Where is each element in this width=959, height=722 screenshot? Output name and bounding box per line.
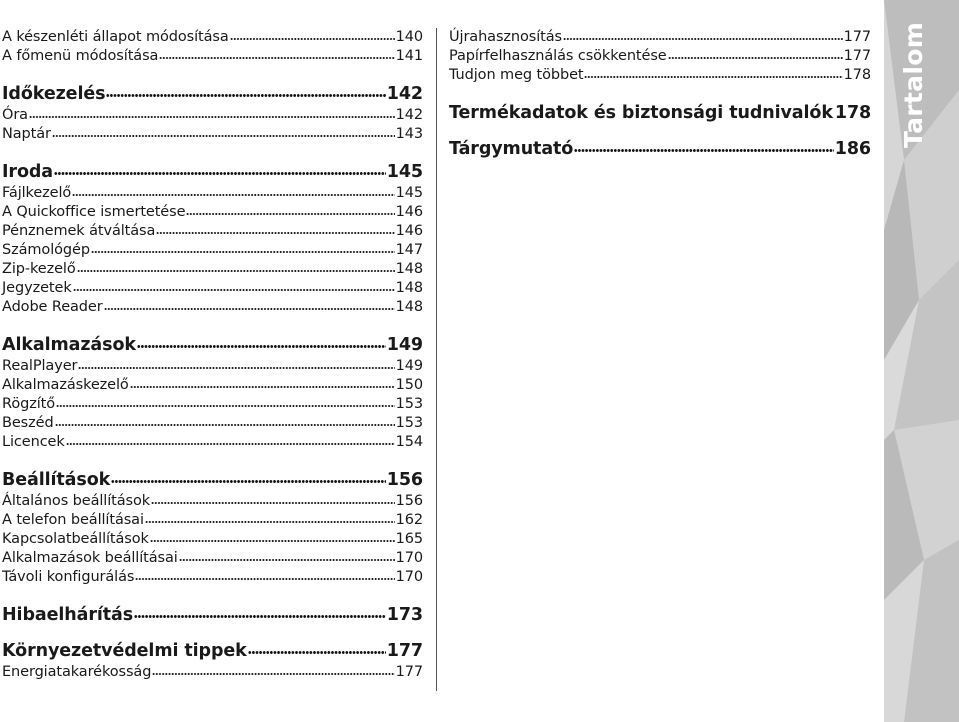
dot-leader bbox=[134, 615, 386, 618]
toc-entry-title: Adobe Reader bbox=[2, 299, 103, 315]
section-gap bbox=[2, 452, 423, 468]
toc-entry-page-number: 146 bbox=[395, 223, 423, 239]
dot-leader bbox=[56, 405, 395, 407]
section-gap bbox=[449, 85, 871, 101]
toc-entry-page-number: 149 bbox=[395, 358, 423, 374]
toc-entry-title: A főmenü módosítása bbox=[2, 48, 159, 64]
dot-leader bbox=[106, 94, 385, 97]
toc-entry-page-number: 162 bbox=[395, 512, 423, 528]
toc-entry-title: Alkalmazások bbox=[2, 335, 136, 355]
toc-entry[interactable] bbox=[2, 47, 423, 66]
toc-entry[interactable] bbox=[2, 492, 423, 511]
toc-entry-title: A Quickoffice ismertetése bbox=[2, 204, 186, 220]
toc-entry-title: Általános beállítások bbox=[2, 493, 151, 509]
toc-entry-page-number: 148 bbox=[395, 261, 423, 277]
toc-entry[interactable] bbox=[2, 376, 423, 395]
dot-leader bbox=[54, 172, 386, 175]
toc-entry-title: Távoli konfigurálás bbox=[2, 569, 135, 585]
toc-entry-title: Rögzítő bbox=[2, 396, 55, 412]
toc-entry[interactable] bbox=[2, 203, 423, 222]
toc-entry[interactable] bbox=[2, 279, 423, 298]
toc-entry-page-number: 140 bbox=[395, 29, 423, 45]
toc-entry[interactable] bbox=[2, 568, 423, 587]
toc-entry-page-number: 153 bbox=[395, 415, 423, 431]
section-gap bbox=[2, 627, 423, 639]
toc-section-heading[interactable] bbox=[2, 603, 423, 627]
dot-leader bbox=[130, 386, 395, 388]
dot-leader bbox=[150, 540, 395, 542]
toc-entry-title: Naptár bbox=[2, 126, 51, 142]
dot-leader bbox=[111, 480, 386, 483]
dot-leader bbox=[151, 502, 395, 504]
dot-leader bbox=[104, 308, 395, 310]
dot-leader bbox=[66, 443, 395, 445]
dot-leader bbox=[137, 345, 386, 348]
section-gap bbox=[2, 587, 423, 603]
toc-entry[interactable] bbox=[2, 260, 423, 279]
toc-entry-page-number: 177 bbox=[843, 48, 871, 64]
dot-leader bbox=[77, 270, 395, 272]
toc-section-heading[interactable] bbox=[2, 468, 423, 492]
section-gap bbox=[2, 144, 423, 160]
toc-section-heading[interactable] bbox=[2, 82, 423, 106]
toc-entry-title: Pénznemek átváltása bbox=[2, 223, 156, 239]
toc-entry-title: Beszéd bbox=[2, 415, 54, 431]
toc-entry-page-number: 148 bbox=[395, 280, 423, 296]
toc-entry[interactable] bbox=[2, 28, 423, 47]
toc-entry-page-number: 154 bbox=[395, 434, 423, 450]
toc-entry-page-number: 178 bbox=[843, 67, 871, 83]
toc-entry-title: Termékadatok és biztonsági tudnivalók bbox=[449, 103, 833, 123]
toc-entry-title: Energiatakarékosság bbox=[2, 664, 152, 680]
toc-entry-title: Kapcsolatbeállítások bbox=[2, 531, 149, 547]
dot-leader bbox=[230, 38, 395, 40]
toc-entry-page-number: 142 bbox=[386, 84, 423, 104]
toc-entry[interactable] bbox=[2, 125, 423, 144]
dot-leader bbox=[668, 57, 843, 59]
toc-entry[interactable] bbox=[2, 106, 423, 125]
toc-entry-page-number: 165 bbox=[395, 531, 423, 547]
toc-section-heading[interactable] bbox=[2, 639, 423, 663]
toc-entry-title: Alkalmazások beállításai bbox=[2, 550, 178, 566]
dot-leader bbox=[186, 213, 394, 215]
section-gap bbox=[449, 125, 871, 137]
toc-entry-title: Jegyzetek bbox=[2, 280, 72, 296]
dot-leader bbox=[55, 424, 395, 426]
dot-leader bbox=[563, 38, 843, 40]
toc-entry-page-number: 170 bbox=[395, 569, 423, 585]
toc-right-column bbox=[449, 28, 871, 161]
toc-entry-page-number: 148 bbox=[395, 299, 423, 315]
toc-entry-page-number: 156 bbox=[386, 470, 423, 490]
section-gap bbox=[2, 317, 423, 333]
toc-left-column bbox=[2, 28, 423, 682]
dot-leader bbox=[156, 232, 394, 234]
toc-entry-title: Környezetvédelmi tippek bbox=[2, 641, 247, 661]
dot-leader bbox=[72, 194, 394, 196]
dot-leader bbox=[135, 578, 394, 580]
section-gap bbox=[2, 66, 423, 82]
toc-entry-title: Licencek bbox=[2, 434, 65, 450]
toc-entry-page-number: 177 bbox=[843, 29, 871, 45]
dot-leader bbox=[159, 57, 394, 59]
toc-section-heading[interactable] bbox=[2, 333, 423, 357]
toc-entry[interactable] bbox=[2, 222, 423, 241]
toc-entry[interactable] bbox=[2, 298, 423, 317]
side-tab-label-wrap bbox=[889, 21, 929, 150]
toc-entry-title: Alkalmazáskezelő bbox=[2, 377, 129, 393]
toc-entry-page-number: 170 bbox=[395, 550, 423, 566]
toc-entry[interactable] bbox=[449, 47, 871, 66]
toc-entry-title: Számológép bbox=[2, 242, 90, 258]
toc-entry-page-number: 145 bbox=[395, 185, 423, 201]
toc-entry-page-number: 177 bbox=[386, 641, 423, 661]
toc-entry[interactable] bbox=[449, 28, 871, 47]
toc-entry-title: Újrahasznosítás bbox=[449, 29, 562, 45]
dot-leader bbox=[29, 116, 395, 118]
toc-entry-title: A készenléti állapot módosítása bbox=[2, 29, 229, 45]
side-tab-label: Tartalom bbox=[899, 21, 928, 148]
toc-entry-page-number: 141 bbox=[395, 48, 423, 64]
dot-leader bbox=[78, 367, 394, 369]
toc-entry-page-number: 186 bbox=[834, 139, 871, 159]
toc-entry-page-number: 146 bbox=[395, 204, 423, 220]
dot-leader bbox=[248, 651, 386, 654]
toc-entry-title: A telefon beállításai bbox=[2, 512, 144, 528]
toc-entry-page-number: 147 bbox=[395, 242, 423, 258]
toc-entry-page-number: 173 bbox=[386, 605, 423, 625]
toc-entry[interactable] bbox=[2, 414, 423, 433]
toc-entry-title: Óra bbox=[2, 107, 28, 123]
toc-entry[interactable] bbox=[2, 241, 423, 260]
toc-entry[interactable] bbox=[2, 184, 423, 203]
dot-leader bbox=[91, 251, 395, 253]
toc-entry-title: RealPlayer bbox=[2, 358, 78, 374]
toc-entry[interactable] bbox=[2, 433, 423, 452]
dot-leader bbox=[152, 673, 394, 675]
toc-entry[interactable] bbox=[2, 357, 423, 376]
toc-entry-title: Tárgymutató bbox=[449, 139, 574, 159]
toc-entry-title: Tudjon meg többet bbox=[449, 67, 584, 83]
toc-entry[interactable] bbox=[2, 530, 423, 549]
toc-entry[interactable] bbox=[2, 511, 423, 530]
dot-leader bbox=[574, 149, 834, 152]
toc-entry-page-number: 143 bbox=[395, 126, 423, 142]
dot-leader bbox=[52, 135, 395, 137]
dot-leader bbox=[73, 289, 395, 291]
toc-section-heading[interactable] bbox=[449, 101, 871, 125]
toc-entry-title: Zip-kezelő bbox=[2, 261, 76, 277]
toc-entry-title: Beállítások bbox=[2, 470, 111, 490]
toc-entry-page-number: 153 bbox=[395, 396, 423, 412]
toc-entry-title: Iroda bbox=[2, 162, 54, 182]
toc-entry[interactable] bbox=[2, 549, 423, 568]
column-divider bbox=[436, 28, 437, 691]
toc-entry[interactable] bbox=[2, 663, 423, 682]
toc-entry-page-number: 178 bbox=[834, 103, 872, 123]
dot-leader bbox=[179, 559, 395, 561]
toc-section-heading[interactable] bbox=[449, 137, 871, 161]
dot-leader bbox=[584, 76, 842, 78]
toc-entry[interactable] bbox=[2, 395, 423, 414]
toc-entry-page-number: 150 bbox=[395, 377, 423, 393]
toc-entry-page-number: 145 bbox=[386, 162, 423, 182]
toc-entry-page-number: 177 bbox=[395, 664, 423, 680]
dot-leader bbox=[145, 521, 395, 523]
toc-entry-page-number: 149 bbox=[386, 335, 423, 355]
toc-entry-page-number: 142 bbox=[395, 107, 423, 123]
toc-section-heading[interactable] bbox=[2, 160, 423, 184]
toc-entry-title: Fájlkezelő bbox=[2, 185, 72, 201]
toc-entry-title: Papírfelhasználás csökkentése bbox=[449, 48, 667, 64]
toc-entry-title: Időkezelés bbox=[2, 84, 106, 104]
toc-entry-title: Hibaelhárítás bbox=[2, 605, 134, 625]
toc-entry[interactable] bbox=[449, 66, 871, 85]
toc-entry-page-number: 156 bbox=[395, 493, 423, 509]
